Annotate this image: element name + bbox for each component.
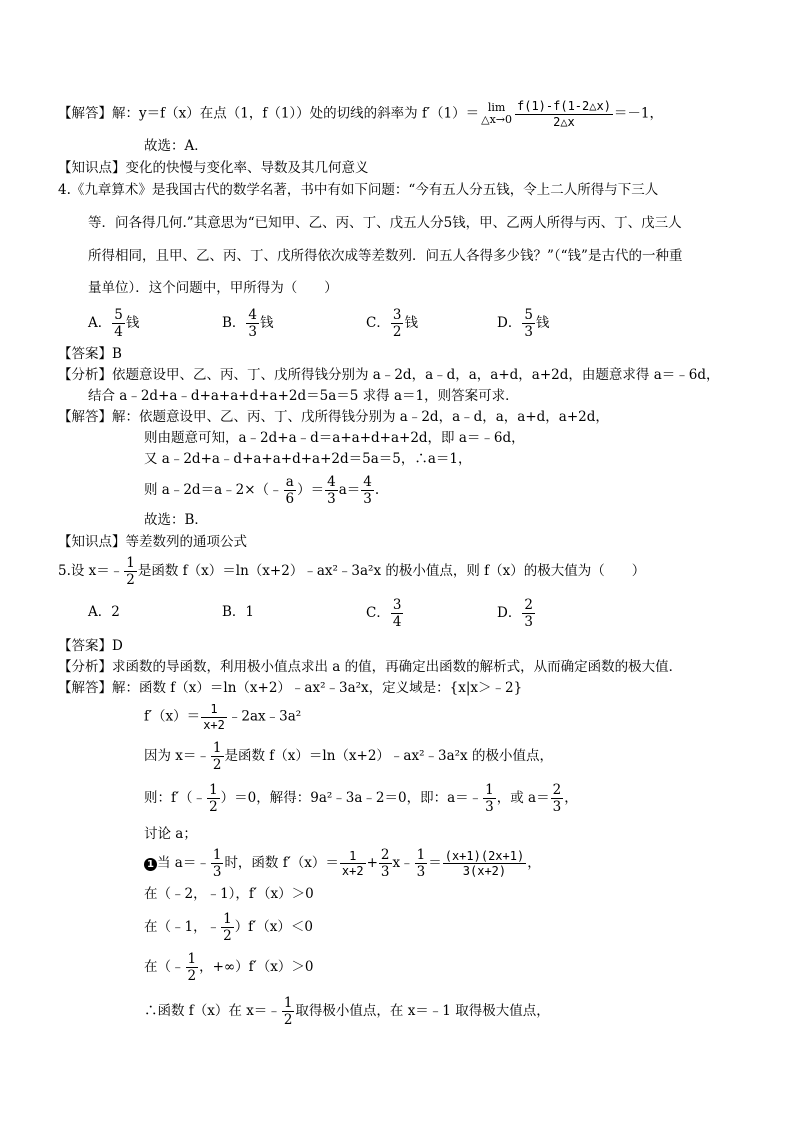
q5-case1: 1 当 a＝﹣ $\frac{1}{3}$ 时，函数 f′（x）＝ $\frac{1}{x+2}$ + $\frac{2}{3}$ x﹣ $\frac{1}{3}$ ＝ $\frac{(x+1)(2x+1)}{3(x+2)}$ ，	[144, 848, 541, 879]
q4-analysis-line1: 【分析】依题意设甲、乙、丙、丁、戊所得钱分别为 a﹣2d，a﹣d，a，a+d，a+2d，由题意求得 a＝﹣6d，	[58, 367, 720, 383]
q3-solution-text: 【解答】解：y＝f（x）在点（1，f（1））处的切线的斜率为 f′（1）＝	[58, 105, 480, 122]
q4-answer: 【答案】B	[58, 346, 122, 362]
q3-knowledge-point: 【知识点】变化的快慢与变化率、导数及其几何意义	[58, 160, 369, 176]
q5-derivative: f′（x）＝ $\frac{1}{x+2}$ ﹣2ax﹣3a²	[144, 702, 302, 732]
q4-stem-line1: 4.《九章算术》是我国古代的数学名著，书中有如下问题：“今有五人分五钱，令上二人所得与下三人	[58, 182, 659, 198]
q4-solution-line1: 【解答】解：依题意设甲、乙、丙、丁、戊所得钱分别为 a﹣2d，a﹣d，a，a+d，a+2d，	[58, 409, 609, 425]
q3-choice: 故选：A．	[144, 138, 208, 154]
q4-solution-line4: 则 a﹣2d＝a﹣2×（﹣ $\frac{a}{6}$ ）＝ $\frac{4}{3}$ a＝ $\frac{4}{3}$ .	[144, 474, 380, 508]
q4-option-b: B． $\frac{4}{3}$ 钱	[222, 307, 274, 341]
q5-analysis: 【分析】求函数的导函数，利用极小值点求出 a 的值，再确定出函数的解析式，从而确定函数的极大值．	[58, 659, 683, 675]
q5-option-d: D． $\frac{2}{3}$	[497, 597, 533, 631]
q5-interval1: 在（﹣2，﹣1），f′（x）＞0	[144, 886, 314, 902]
q4-analysis-line2: 结合 a﹣2d+a﹣d+a+a+d+a+2d＝5a＝5 求得 a＝1，则答案可求．	[88, 388, 519, 404]
q5-condition: 因为 x＝﹣ $\frac{1}{2}$ 是函数 f（x）＝ln（x+2）﹣ax²﹣3a²x 的极小值点，	[144, 740, 553, 774]
q4-solution-line3: 又 a﹣2d+a﹣d+a+a+d+a+2d＝5a＝5，∴a＝1，	[144, 451, 472, 467]
q5-option-b: B．1	[222, 604, 255, 620]
q5-stem: 5.设 x＝﹣ $\frac{1}{2}$ 是函数 f（x）＝ln（x+2）﹣ax²﹣3a²x 的极小值点，则 f（x）的极大值为（ ）	[58, 555, 646, 589]
q5-solution-line1: 【解答】解：函数 f（x）＝ln（x+2）﹣ax²﹣3a²x，定义域是：{x|x＞﹣2}	[58, 680, 523, 696]
q5-option-c: C． $\frac{3}{4}$	[366, 597, 402, 631]
q5-solve-a: 则：f′（﹣ $\frac{1}{2}$ ）＝0，解得：9a²﹣3a﹣2＝0，即：a＝﹣ $\frac{1}{3}$ ，或 a＝ $\frac{2}{3}$ ，	[144, 782, 578, 816]
q5-answer: 【答案】D	[58, 638, 123, 654]
q5-interval2: 在（﹣1，﹣ $\frac{1}{2}$ ）f′（x）＜0	[144, 911, 313, 945]
circled-number-icon: 1	[144, 858, 157, 871]
q4-choice: 故选：B．	[144, 512, 208, 528]
q4-option-c: C． $\frac{3}{2}$ 钱	[366, 307, 418, 341]
limit-fraction: $\frac{f(1)-f(1-2\triangle x)}{2\triangle x}$	[517, 99, 611, 129]
q4-stem-line4: 量单位）．这个问题中，甲所得为（ ）	[88, 280, 338, 296]
q5-conclusion: ∴函数 f（x）在 x＝﹣ $\frac{1}{2}$ 取得极小值点，在 x＝﹣1 取得极大值点，	[144, 995, 550, 1029]
q4-stem-line2: 等．问各得几何.”其意思为“已知甲、乙、丙、丁、戊五人分5钱，甲、乙两人所得与丙、丁、戊三人	[88, 215, 682, 231]
q4-option-d: D． $\frac{5}{3}$ 钱	[497, 307, 550, 341]
q3-solution-line: 【解答】解：y＝f（x）在点（1，f（1））处的切线的斜率为 f′（1）＝ lim △x→0 $\frac{f(1)-f(1-2\triangle x)}{2\triangle x}$ ＝－1，	[58, 99, 664, 129]
q5-discuss: 讨论 a；	[144, 826, 197, 842]
q4-knowledge-point: 【知识点】等差数列的通项公式	[58, 534, 247, 550]
q5-option-a: A．2	[88, 604, 120, 620]
q4-option-a: A． $\frac{5}{4}$ 钱	[88, 307, 140, 341]
q4-solution-line2: 则由题意可知，a﹣2d+a﹣d＝a+a+d+a+2d，即 a＝﹣6d，	[144, 430, 525, 446]
q4-stem-line3: 所得相同，且甲、乙、丙、丁、戊所得依次成等差数列．问五人各得多少钱？”（“钱”是古代的一种重	[88, 248, 683, 264]
limit-notation: lim △x→0	[481, 101, 512, 127]
q5-interval3: 在（﹣ $\frac{1}{2}$ ，+∞）f′（x）＞0	[144, 951, 314, 985]
